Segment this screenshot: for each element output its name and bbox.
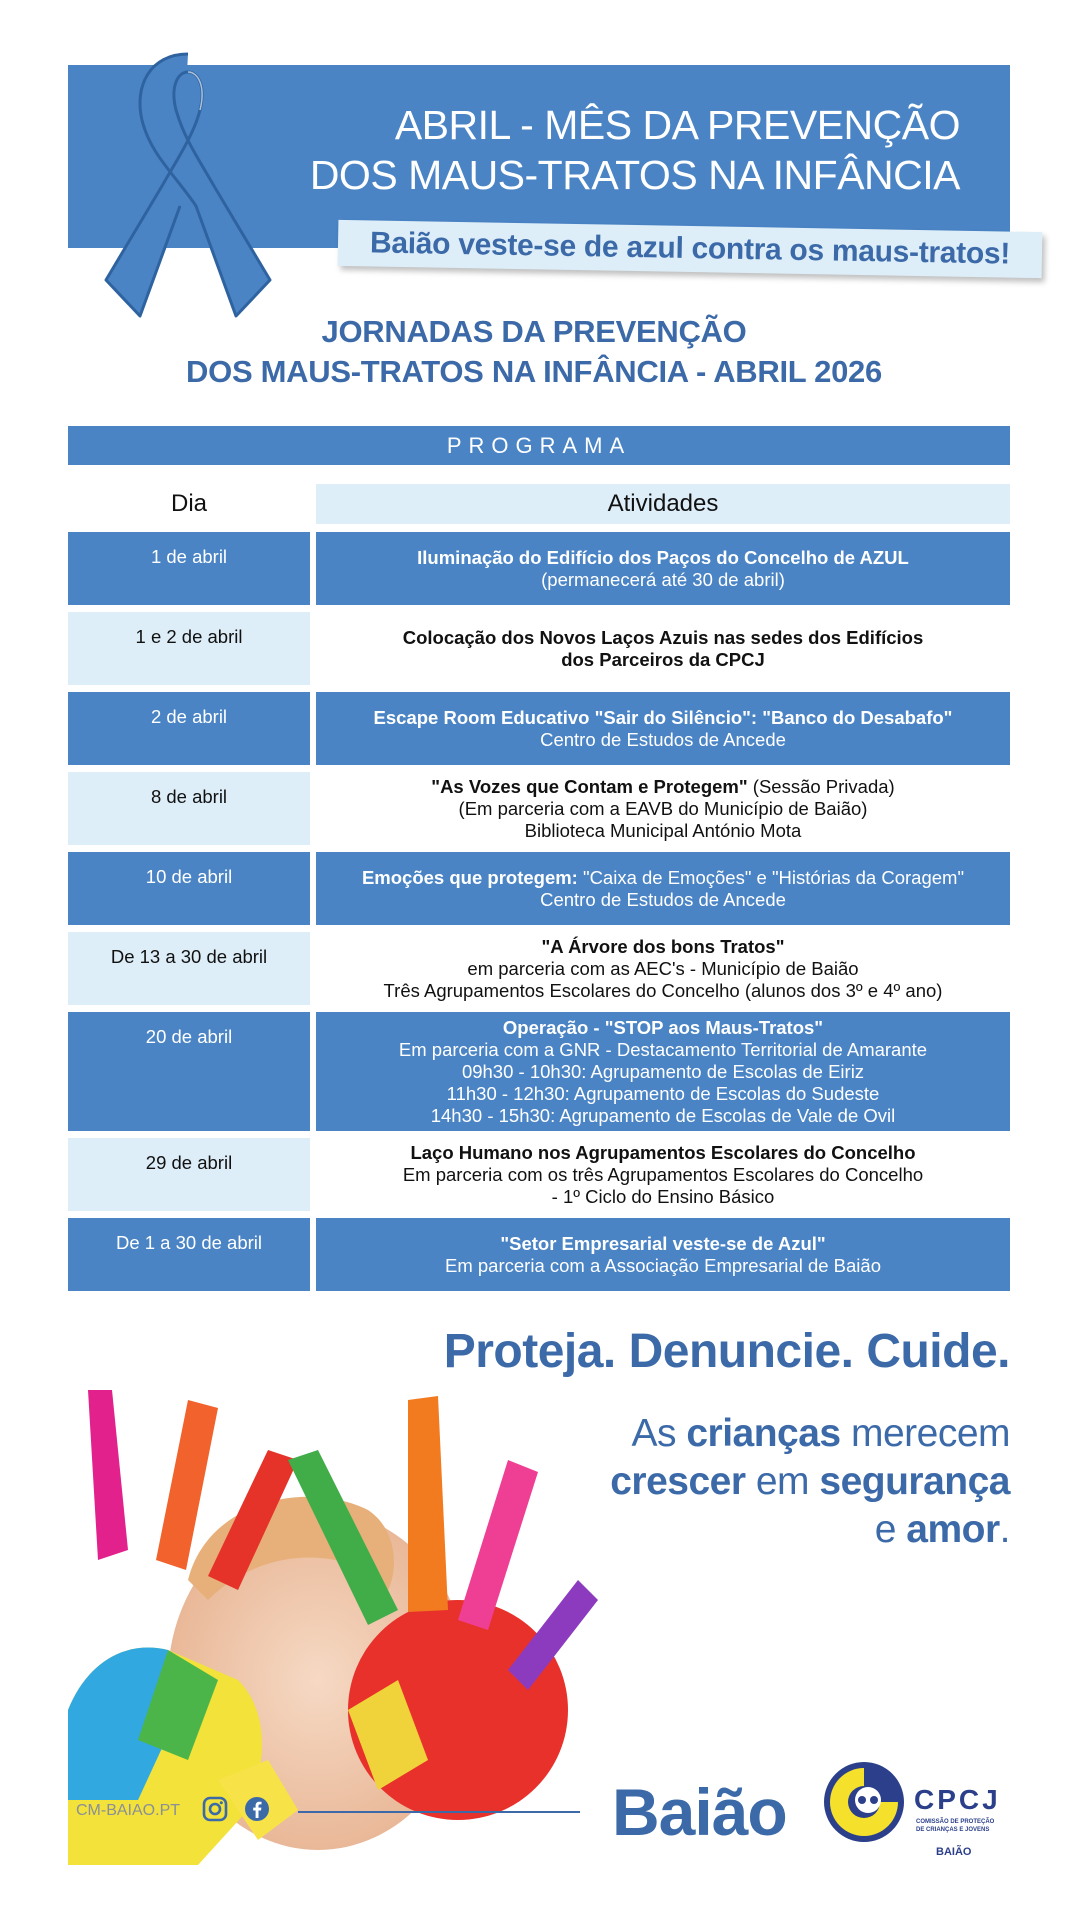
slogan-text: . <box>999 1508 1010 1551</box>
activity-line: 14h30 - 15h30: Agrupamento de Escolas de Vale de Ovil <box>430 1104 896 1126</box>
website-handle[interactable]: CM-BAIAO.PT <box>76 1802 181 1819</box>
activity-title: "As Vozes que Contam e Protegem" <box>431 775 748 797</box>
slogan-text: As <box>631 1412 687 1455</box>
activity-title: Iluminação do Edifício dos Paços do Concelho de AZUL <box>417 546 909 568</box>
activity-line: Três Agrupamentos Escolares do Concelho (alunos dos 3º e 4º ano) <box>383 979 943 1001</box>
row-atividade <box>316 772 1010 845</box>
slogan-emph: crescer <box>610 1460 746 1503</box>
activity-line: em parceria com as AEC's - Município de Baião <box>467 957 859 979</box>
activity-line: Em parceria com a Associação Empresarial de Baião <box>445 1254 881 1276</box>
slogan-main: Proteja. Denuncie. Cuide. <box>443 1325 1010 1378</box>
footer-divider <box>298 1811 580 1813</box>
activity-title: Operação - "STOP aos Maus-Tratos" <box>502 1016 824 1038</box>
row-atividade <box>316 932 1010 1005</box>
row-atividade <box>316 852 1010 925</box>
activity-title: "A Árvore dos bons Tratos" <box>541 935 785 957</box>
jornadas-title <box>0 312 1072 392</box>
row-dia: 29 de abril <box>68 1138 310 1211</box>
row-dia: De 1 a 30 de abril <box>68 1218 310 1291</box>
row-dia: 20 de abril <box>68 1012 310 1131</box>
activity-line: Em parceria com os três Agrupamentos Escolares do Concelho <box>402 1163 924 1185</box>
header-title <box>310 100 960 200</box>
cpcj-place: BAIÃO <box>936 1846 972 1858</box>
activity-title: "Setor Empresarial veste-se de Azul" <box>500 1232 826 1254</box>
activity-line: (permanecerá até 30 de abril) <box>541 568 785 590</box>
slogan-sub <box>610 1410 1010 1554</box>
cpcj-subtitle: COMISSÃO DE PROTEÇÃO DE CRIANÇAS E JOVENS <box>916 1819 995 1833</box>
baiao-logo: Baião <box>612 1775 787 1849</box>
column-header-dia: Dia <box>170 490 207 517</box>
activity-title: Emoções que protegem: <box>361 866 578 888</box>
activity-line: - 1º Ciclo do Ensino Básico <box>551 1185 775 1207</box>
activity-title-cont: dos Parceiros da CPCJ <box>561 648 765 670</box>
activity-title: Laço Humano nos Agrupamentos Escolares do Concelho <box>410 1141 916 1163</box>
instagram-icon[interactable] <box>202 1796 228 1822</box>
activity-title: Escape Room Educativo "Sair do Silêncio": "Banco do Desabafo" <box>373 706 953 728</box>
facebook-icon[interactable] <box>244 1796 270 1822</box>
activity-title: Colocação dos Novos Laços Azuis nas sedes dos Edifícios <box>402 626 924 648</box>
banner-tagline: Baião veste-se de azul contra os maus-tratos! <box>338 220 1043 278</box>
slogan-text: merecem <box>840 1412 1010 1455</box>
activity-line: 11h30 - 12h30: Agrupamento de Escolas do Sudeste <box>446 1082 880 1104</box>
activity-line: (Em parceria com a EAVB do Município de Baião) <box>458 797 868 819</box>
row-atividade <box>316 1218 1010 1291</box>
row-atividade <box>316 1012 1010 1131</box>
row-atividade <box>316 532 1010 605</box>
awareness-ribbon-icon <box>88 46 288 326</box>
row-atividade <box>316 692 1010 765</box>
row-dia: 10 de abril <box>68 852 310 925</box>
row-dia: 8 de abril <box>68 772 310 845</box>
child-painted-hands-photo <box>68 1380 648 1865</box>
activity-line: Centro de Estudos de Ancede <box>540 888 786 910</box>
activity-title-rest: (Sessão Privada) <box>747 775 895 797</box>
slogan-emph: crianças <box>686 1412 841 1455</box>
activity-line: Em parceria com a GNR - Destacamento Territorial de Amarante <box>398 1038 928 1060</box>
cpcj-label: CPCJ <box>914 1784 1001 1815</box>
activity-line: 09h30 - 10h30: Agrupamento de Escolas de Eiriz <box>461 1060 865 1082</box>
row-dia: 2 de abril <box>68 692 310 765</box>
row-dia: De 13 a 30 de abril <box>68 932 310 1005</box>
row-atividade <box>316 612 1010 685</box>
row-atividade <box>316 1138 1010 1211</box>
slogan-emph: amor <box>906 1508 1000 1551</box>
header-title-line1: ABRIL - MÊS DA PREVENÇÃO <box>394 102 960 148</box>
jornadas-line2: DOS MAUS-TRATOS NA INFÂNCIA - ABRIL 2026 <box>186 354 882 389</box>
activity-line: Biblioteca Municipal António Mota <box>524 819 802 841</box>
programa-header: PROGRAMA <box>68 426 1010 465</box>
slogan-text: e <box>874 1508 907 1551</box>
row-dia: 1 e 2 de abril <box>68 612 310 685</box>
activity-title-rest: "Caixa de Emoções" e "Histórias da Coragem" <box>577 866 965 888</box>
row-dia: 1 de abril <box>68 532 310 605</box>
slogan-text: em <box>745 1460 820 1503</box>
activity-line: Centro de Estudos de Ancede <box>540 728 786 750</box>
slogan-emph: segurança <box>819 1460 1010 1503</box>
column-header-atividades: Atividades <box>316 484 1010 524</box>
jornadas-line1: JORNADAS DA PREVENÇÃO <box>321 314 747 349</box>
header-title-line2: DOS MAUS-TRATOS NA INFÂNCIA <box>309 152 960 198</box>
cpcj-logo-icon <box>822 1760 906 1844</box>
